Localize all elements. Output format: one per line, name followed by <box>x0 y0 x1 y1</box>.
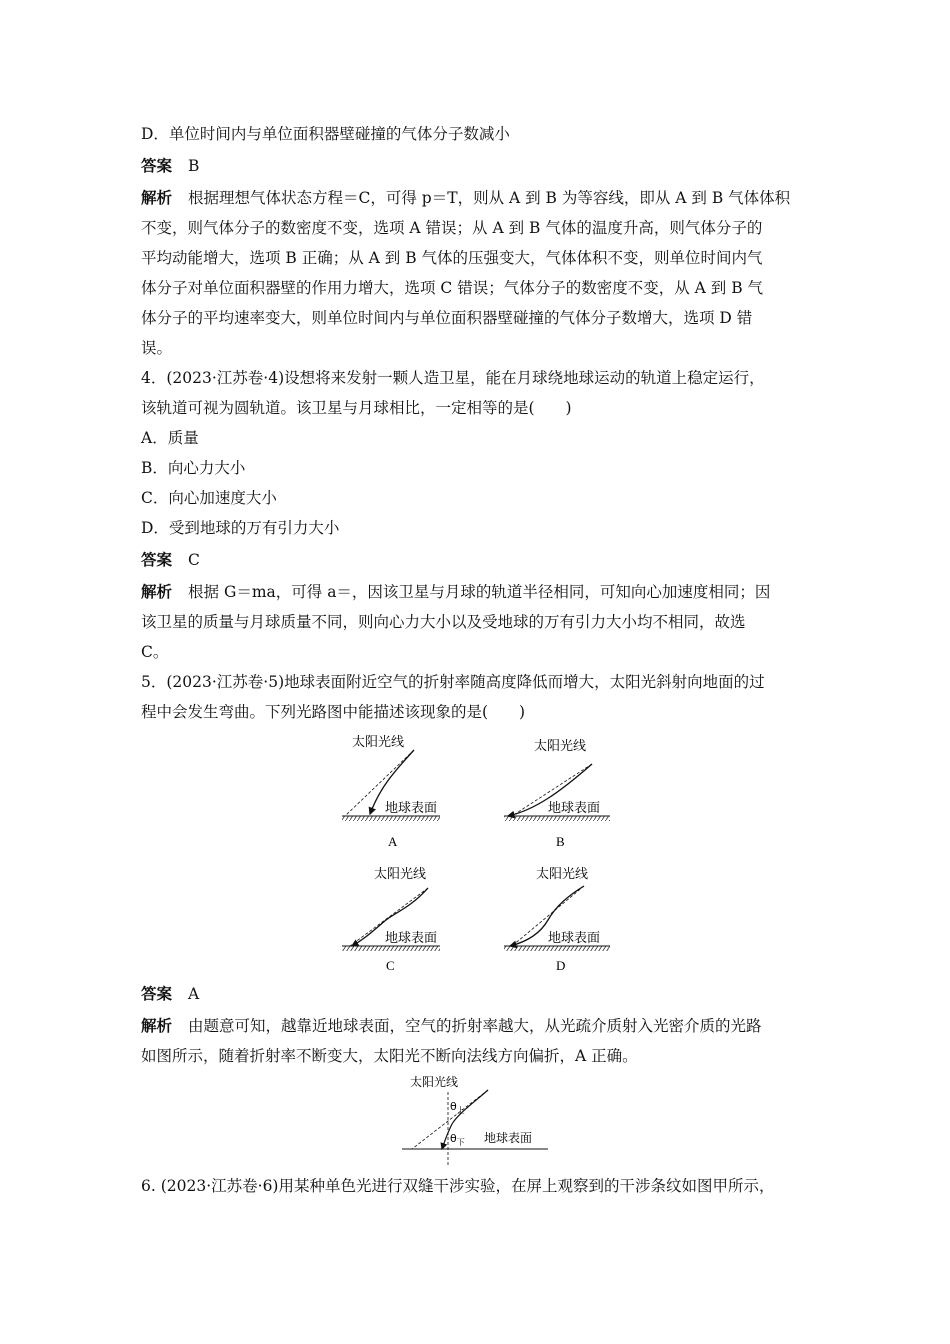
q5-stem-line-1: 5．(2023·江苏卷·5)地球表面附近空气的折射率随高度降低而增大，太阳光斜射向地面的过 <box>141 673 765 691</box>
q5-stem-line-2: 程中会发生弯曲。下列光路图中能描述该现象的是( ) <box>141 703 526 721</box>
q4-option-a: A．质量 <box>141 429 199 447</box>
q5-analysis-line-1: 解析 由题意可知，越靠近地球表面，空气的折射率越大，从光疏介质射入光密介质的光路 <box>141 1017 762 1035</box>
q3-option-d: D．单位时间内与单位面积器壁碰撞的气体分子数减小 <box>141 125 510 143</box>
q3-analysis-line-2: 不变，则气体分子的数密度不变，选项 A 错误；从 A 到 B 气体的温度升高，则气体分子的 <box>141 219 763 237</box>
q4-option-c: C．向心加速度大小 <box>141 489 277 507</box>
q4-answer <box>141 550 200 570</box>
q5-analysis-line-2: 如图所示，随着折射率不断变大，太阳光不断向法线方向偏折，A 正确。 <box>141 1047 638 1065</box>
answer-label: 答案 <box>141 985 173 1003</box>
q3-answer <box>141 156 199 176</box>
theta-upper: $\theta_上$ <box>450 1100 465 1115</box>
sun-label: 太阳光线 <box>410 1075 459 1089</box>
sun-label: 太阳光线 <box>536 867 589 882</box>
q4-stem-line-2: 该轨道可视为圆轨道。该卫星与月球相比，一定相等的是( ) <box>141 399 572 417</box>
analysis-label: 解析 <box>141 583 173 601</box>
sun-label: 太阳光线 <box>534 739 587 754</box>
answer-value: B <box>188 157 200 175</box>
answer-value: A <box>188 985 200 1003</box>
panel-label-c: C <box>386 958 395 973</box>
ground-label: 地球表面 <box>385 801 438 816</box>
ground-label: 地球表面 <box>548 801 601 816</box>
q4-analysis-line-3: C。 <box>141 643 169 661</box>
q5-answer <box>141 984 199 1004</box>
answer-label: 答案 <box>141 551 173 569</box>
sun-label: 太阳光线 <box>374 867 427 882</box>
q4-option-d: D．受到地球的万有引力大小 <box>141 519 340 537</box>
panel-label-d: D <box>556 958 566 973</box>
q3-analysis-line-3: 平均动能增大，选项 B 正确；从 A 到 B 气体的压强变大，气体体积不变，则单位时间内气 <box>141 249 763 267</box>
panel-a <box>342 734 440 849</box>
q4-analysis-line-1: 解析 根据 G＝ma，可得 a＝，因该卫星与月球的轨道半径相同，可知向心加速度相同；因 <box>141 583 771 601</box>
analysis-label: 解析 <box>141 1017 173 1035</box>
panel-label-b: B <box>556 834 565 849</box>
q3-analysis-line-5: 体分子的平均速率变大，则单位时间内与单位面积器壁碰撞的气体分子数增大，选项 D 错 <box>141 309 753 327</box>
q3-analysis-line-1: 解析 根据理想气体状态方程＝C，可得 p＝T，则从 A 到 B 为等容线，即从 A 到 B 气体体积 <box>141 189 791 207</box>
analysis-label: 解析 <box>141 189 173 207</box>
ground-label: 地球表面 <box>385 931 438 946</box>
panel-d <box>504 866 610 973</box>
answer-value: C <box>188 551 200 569</box>
q5-solution-figure <box>398 1072 554 1172</box>
sun-label: 太阳光线 <box>352 735 405 750</box>
q3-analysis-line-6: 误。 <box>141 339 173 357</box>
panel-label-a: A <box>388 834 398 849</box>
q3-analysis-line-4: 体分子对单位面积器壁的作用力增大，选项 C 错误；气体分子的数密度不变，从 A 到 B 气 <box>141 279 764 297</box>
panel-b <box>504 738 610 849</box>
theta-lower: $\theta_下$ <box>450 1132 465 1147</box>
q4-analysis-line-2: 该卫星的质量与月球质量不同，则向心力大小以及受地球的万有引力大小均不相同，故选 <box>141 613 746 631</box>
ground-label: 地球表面 <box>484 1131 533 1145</box>
answer-label: 答案 <box>141 157 173 175</box>
q4-option-b: B．向心力大小 <box>141 459 246 477</box>
q5-light-path-figure <box>330 730 630 980</box>
ground-label: 地球表面 <box>548 931 601 946</box>
panel-c <box>342 866 440 973</box>
q4-stem-line-1: 4．(2023·江苏卷·4)设想将来发射一颗人造卫星，能在月球绕地球运动的轨道上稳定运行， <box>141 369 765 387</box>
q6-stem-line-1: 6. (2023·江苏卷·6)用某种单色光进行双缝干涉实验，在屏上观察到的干涉条纹如图甲所示， <box>141 1177 775 1195</box>
